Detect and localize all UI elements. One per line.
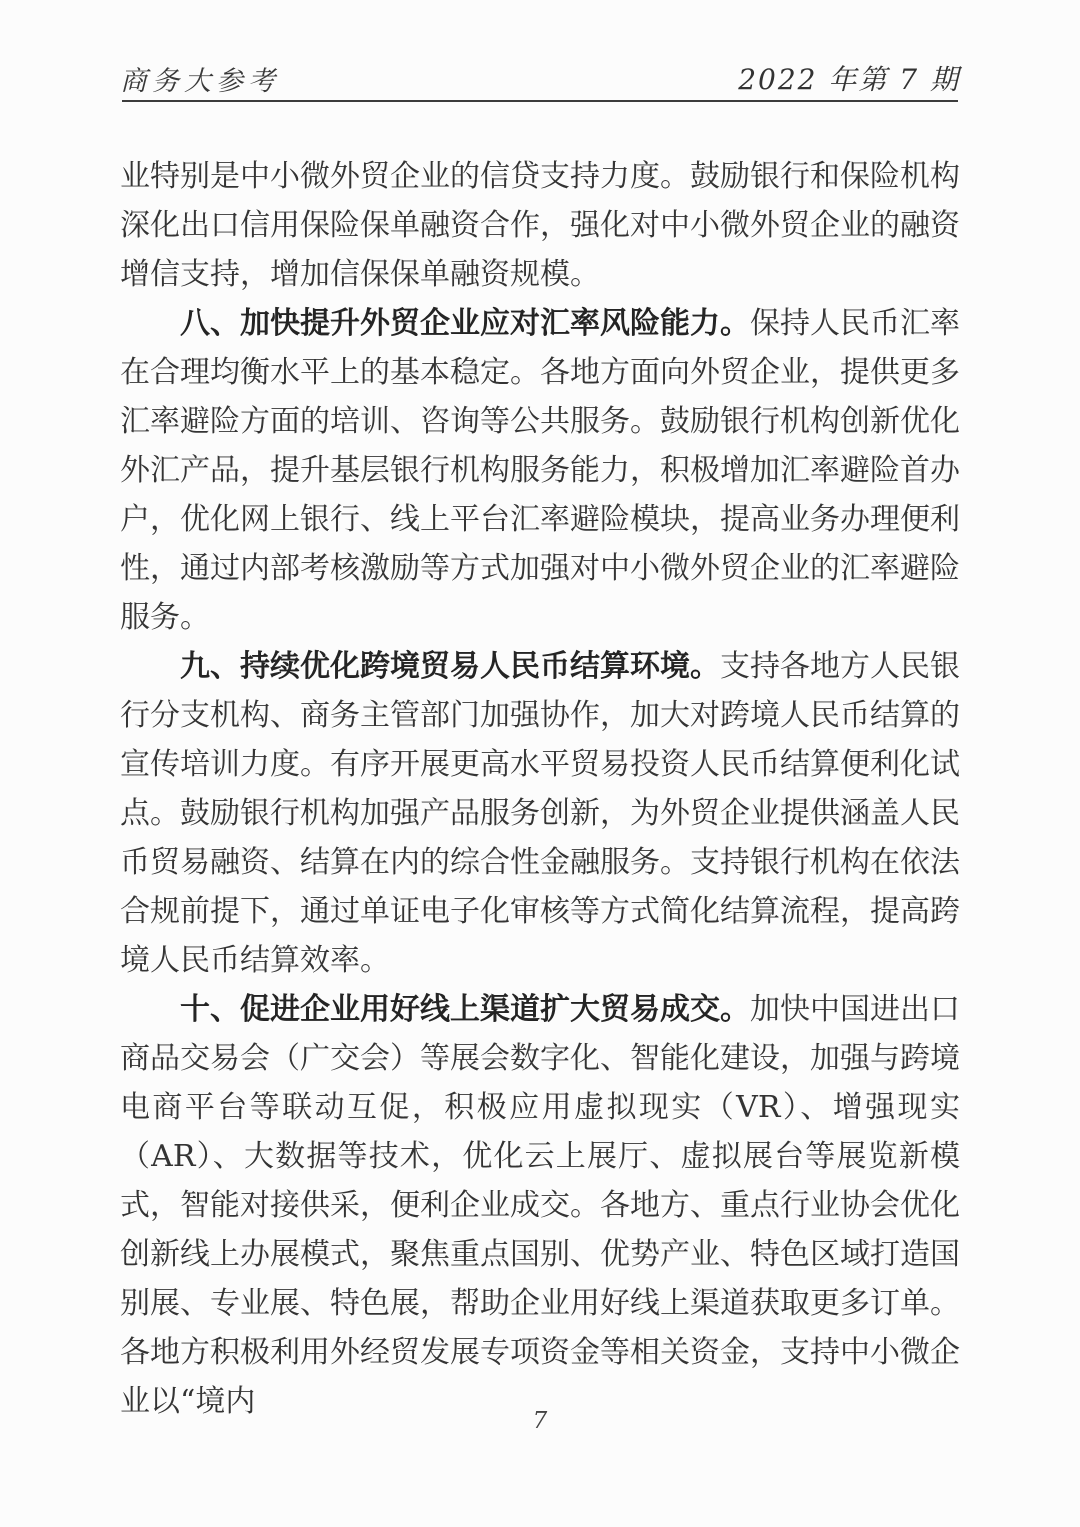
page-header [120, 58, 960, 98]
paragraph-section-ix [120, 642, 960, 985]
paragraph-section-x [120, 985, 960, 1426]
section-ix-heading: 九、持续优化跨境贸易人民币结算环境。 [180, 649, 720, 684]
page-footer [0, 1408, 1080, 1434]
paragraph-text: 支持各地方人民银行分支机构、商务主管部门加强协作，加大对跨境人民币结算的宣传培训力度。有序开展更高水平贸易投资人民币结算便利化试点。鼓励银行机构加强产品服务创新，为外贸企业提供涵盖人民币贸易融资、结算在内的综合性金融服务。支持银行机构在依法合规前提下，通过单证电子化审核等方式简化结算流程，提高跨境人民币结算效率。 [120, 649, 960, 978]
issue-label: 2022 年第 7 期 [738, 63, 960, 96]
paragraph-text: 加快中国进出口商品交易会（广交会）等展会数字化、智能化建设，加强与跨境电商平台等联动互促，积极应用虚拟现实（VR）、增强现实（AR）、大数据等技术，优化云上展厅、虚拟展台等展览新模式，智能对接供采，便利企业成交。各地方、重点行业协会优化创新线上办展模式，聚焦重点国别、优势产业、特色区域打造国别展、专业展、特色展，帮助企业用好线上渠道获取更多订单。各地方积极利用外经贸发展专项资金等相关资金，支持中小微企业以“境内 [120, 992, 960, 1419]
section-x-heading: 十、促进企业用好线上渠道扩大贸易成交。 [180, 992, 750, 1027]
section-viii-heading: 八、加快提升外贸企业应对汇率风险能力。 [180, 306, 750, 341]
paragraph-text: 业特别是中小微外贸企业的信贷支持力度。鼓励银行和保险机构深化出口信用保险保单融资合作，强化对中小微外贸企业的融资增信支持，增加信保保单融资规模。 [120, 159, 960, 292]
paragraph-intro-continuation [120, 152, 960, 299]
page-number: 7 [532, 1408, 548, 1434]
document-body [120, 152, 960, 1426]
paragraph-section-viii [120, 299, 960, 642]
header-rule [122, 100, 958, 102]
publication-title: 商务大参考 [120, 66, 280, 97]
paragraph-text: 保持人民币汇率在合理均衡水平上的基本稳定。各地方面向外贸企业，提供更多汇率避险方面的培训、咨询等公共服务。鼓励银行机构创新优化外汇产品，提升基层银行机构服务能力，积极增加汇率避险首办户，优化网上银行、线上平台汇率避险模块，提高业务办理便利性，通过内部考核激励等方式加强对中小微外贸企业的汇率避险服务。 [120, 306, 960, 635]
